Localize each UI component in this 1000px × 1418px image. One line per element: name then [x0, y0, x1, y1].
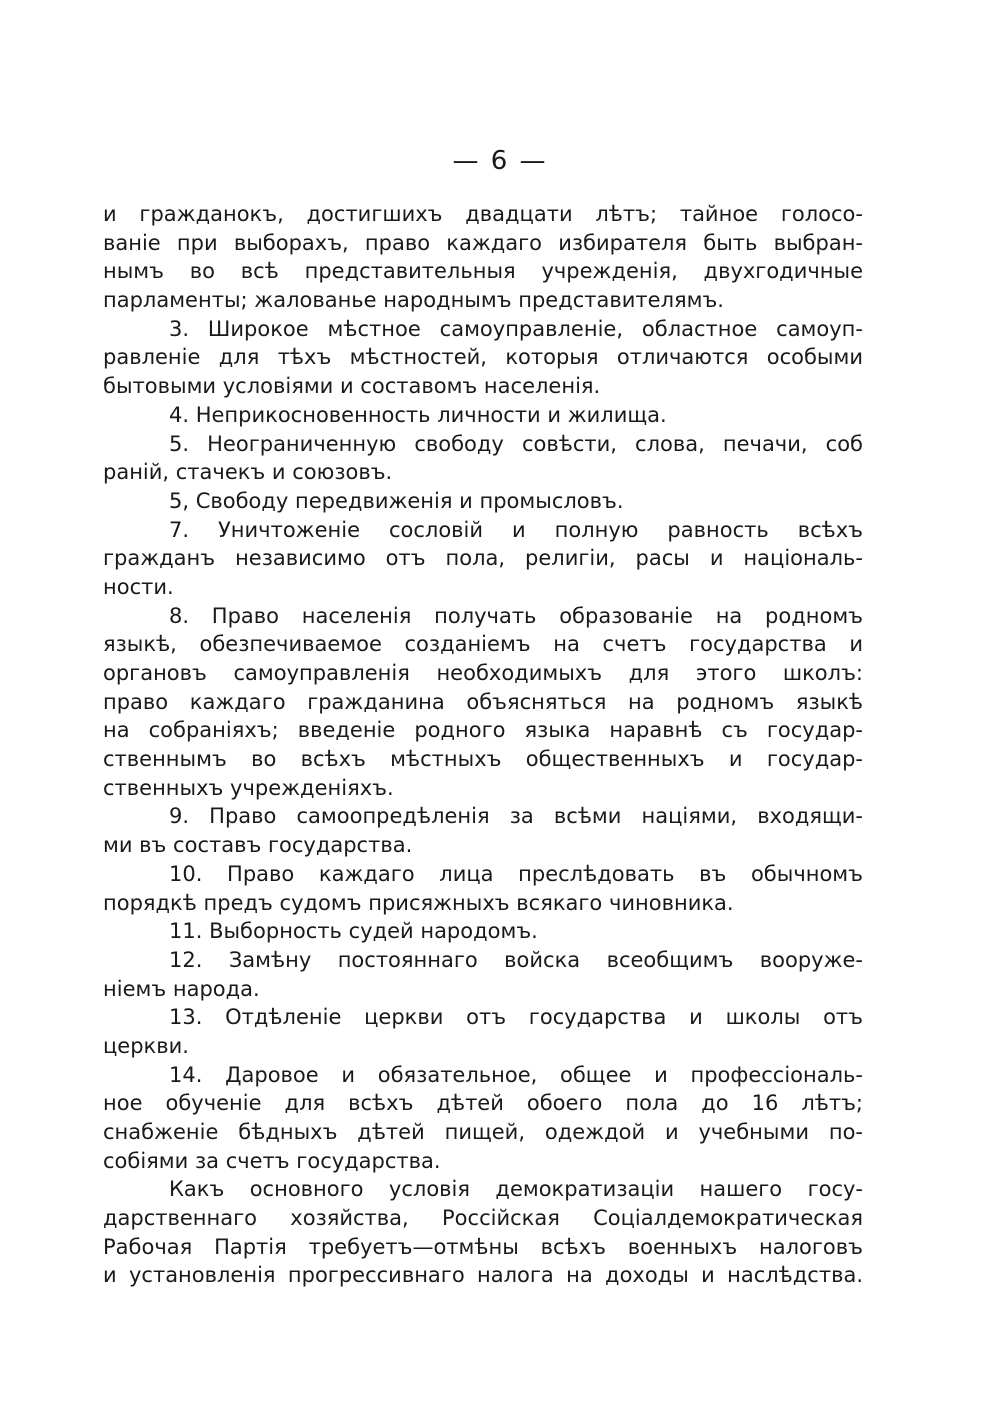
text-line: 4. Неприкосновенность личности и жилища.	[169, 402, 667, 427]
text-line: 10. Право каждаго лица преслѣдовать въ обычномъ	[169, 861, 863, 886]
text-line: 12. Замѣну постояннаго войска всеобщимъ вооруже-	[169, 947, 863, 972]
text-line: равленіе для тѣхъ мѣстностей, которыя отличаются особыми	[103, 345, 863, 370]
text-line: 7. Уничтоженіе сословій и полную равность всѣхъ	[169, 517, 863, 542]
text-line: 9. Право самоопредѣленія за всѣми націями, входящи-	[169, 804, 863, 829]
text-line: раній, стачекъ и союзовъ.	[103, 460, 393, 485]
page-number: — 6 —	[452, 146, 548, 176]
text-line: 13. Отдѣленіе церкви отъ государства и школы отъ	[169, 1005, 863, 1030]
text-line: ственнымъ во всѣхъ мѣстныхъ общественныхъ и государ-	[103, 747, 863, 772]
text-line: 14. Даровое и обязательное, общее и профессіональ-	[169, 1062, 863, 1087]
text-line: Какъ основного условія демократизаціи нашего госу-	[169, 1177, 863, 1202]
text-line: ніемъ народа.	[103, 976, 260, 1001]
text-line: и установленія прогрессивнаго налога на доходы и наслѣдства.	[103, 1263, 863, 1288]
text-line: 11. Выборность судей народомъ.	[169, 919, 538, 944]
text-line: снабженіе бѣдныхъ дѣтей пищей, одеждой и учебными по-	[103, 1120, 863, 1144]
text-line: гражданъ независимо отъ пола, религіи, расы и національ-	[103, 546, 863, 571]
text-line: ваніе при выборахъ, право каждаго избирателя быть выбран-	[103, 230, 863, 255]
text-line: ности.	[103, 574, 174, 599]
body-text	[103, 200, 863, 1290]
text-line: органовъ самоуправленія необходимыхъ для этого школъ:	[103, 661, 863, 685]
text-line: порядкѣ предъ судомъ присяжныхъ всякаго чиновника.	[103, 890, 734, 915]
text-line: 8. Право населенія получать образованіе на родномъ	[169, 603, 863, 628]
text-line: собіями за счетъ государства.	[103, 1148, 441, 1173]
text-line: и гражданокъ, достигшихъ двадцати лѣтъ; тайное голосо-	[103, 202, 863, 226]
text-line: 5, Свободу передвиженія и промысловъ.	[169, 488, 624, 513]
text-line: 5. Неограниченную свободу совѣсти, слова, печачи, соб	[169, 431, 863, 456]
text-line: ственныхъ учрежденіяхъ.	[103, 775, 394, 800]
text-line: Рабочая Партія требуетъ—отмѣны всѣхъ военныхъ налоговъ	[103, 1234, 863, 1259]
text-line: языкѣ, обезпечиваемое созданіемъ на счетъ государства и	[103, 632, 863, 657]
text-line: нымъ во всѣ представительныя учрежденія, двухгодичные	[103, 259, 863, 284]
text-line: право каждаго гражданина объясняться на родномъ языкѣ	[103, 689, 863, 714]
text-line: ное обученіе для всѣхъ дѣтей обоего пола до 16 лѣтъ;	[103, 1091, 863, 1116]
text-line: церкви.	[103, 1033, 189, 1058]
text-line: парламенты; жалованье народнымъ представителямъ.	[103, 288, 724, 313]
text-line: дарственнаго хозяйства, Россійская Соціалдемократическая	[103, 1206, 863, 1231]
text-line: 3. Широкое мѣстное самоуправленіе, областное самоуп-	[169, 316, 863, 341]
text-line: бытовыми условіями и составомъ населенія.	[103, 374, 601, 399]
text-line: ми въ составъ государства.	[103, 833, 413, 858]
text-line: на собраніяхъ; введеніе родного языка наравнѣ съ государ-	[103, 718, 863, 743]
